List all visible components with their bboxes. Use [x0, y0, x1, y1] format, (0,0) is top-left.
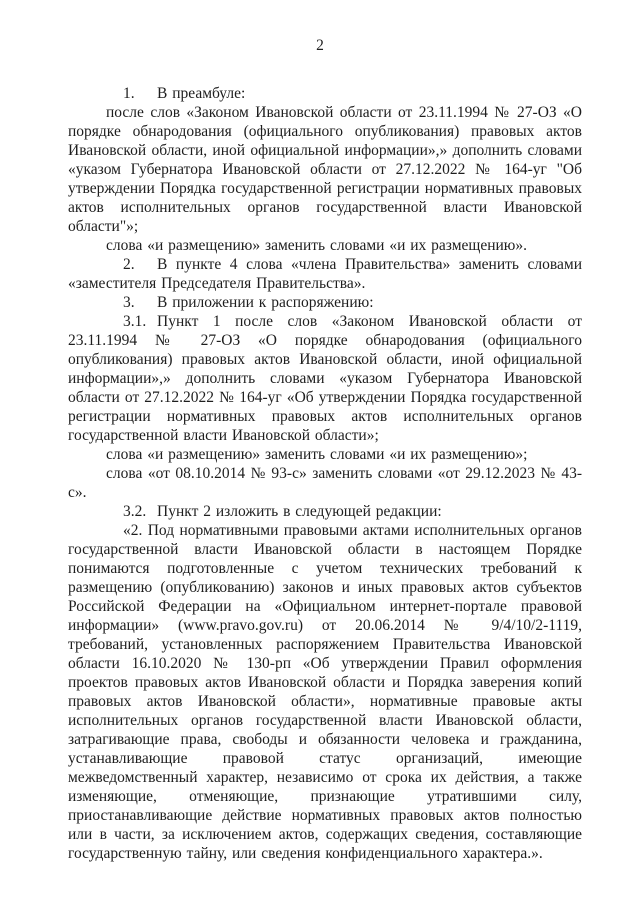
paragraph-text: Пункт 1 после слов «Законом Ивановской области от 23.11.1994 № 27-ОЗ «О порядке обнародования (официального опубликования) правовых актов Ивановской области, иной официальной информации»,» дополнить словами «указом Губернатора Ивановской области от 27.12.2022 № 164-уг «Об утверждении Порядка государственной регистрации нормативных правовых актов исполнительных органов государственной власти Ивановской области»; [68, 313, 582, 444]
paragraph-number: 1. [123, 85, 135, 102]
paragraph-item-3 [68, 293, 582, 312]
paragraph-text: В пункте 4 слова «члена Правительства» заменить словами «заместителя Председателя Правительства». [68, 256, 582, 292]
paragraph-text: В преамбуле: [157, 85, 246, 102]
paragraph-preamble-amendment [68, 103, 582, 236]
paragraph-text: после слов «Законом Ивановской области от 23.11.1994 № 27-ОЗ «О порядке обнародования (официального опубликования) правовых актов Ивановской области, иной официальной информации»,» дополнить словами «указом Губернатора Ивановской области от 27.12.2022 № 164-уг "Об утверждении Порядка государственной регистрации нормативных правовых актов исполнительных органов государственной власти Ивановской области"»; [68, 104, 582, 235]
paragraph-text: «2. Под нормативными правовыми актами исполнительных органов государственной власти Ивановской области в настоящем Порядке понимаются подготовленные с учетом технических требований к размещению (опубликованию) законов и иных правовых актов субъектов Российской Федерации на «Официальном интернет-портале правовой информации» (www.pravo.gov.ru) от 20.06.2014 № 9/4/10/2-1119, требований, установленных распоряжением Правительства Ивановской области 16.10.2020 № 130-рп «Об утверждении Правил оформления проектов правовых актов Ивановской области и Порядка заверения копий правовых актов Ивановской области», нормативные правовые акты исполнительных органов государственной власти Ивановской области, затрагивающие права, свободы и обязанности человека и гражданина, устанавливающие правовой статус организаций, имеющие межведомственный характер, независимо от срока их действия, а также изменяющие, отменяющие, признающие утратившими силу, приостанавливающие действие нормативных правовых актов полностью или в части, за исключением актов, содержащих сведения, составляющие государственную тайну, или сведения конфиденциального характера.». [68, 522, 582, 862]
paragraph-preamble-heading [68, 84, 582, 103]
paragraph-item-2 [68, 255, 582, 293]
paragraph-text: слова «и размещению» заменить словами «и их размещению»; [106, 446, 528, 463]
document-body [68, 84, 582, 863]
page-number: 2 [316, 37, 324, 54]
paragraph-text: Пункт 2 изложить в следующей редакции: [157, 503, 442, 520]
paragraph-number: 3.1. [123, 313, 147, 330]
paragraph-text: слова «от 08.10.2014 № 93-с» заменить словами «от 29.12.2023 № 43-с». [68, 465, 582, 501]
paragraph-word-replacement-1 [68, 236, 582, 255]
paragraph-text: В приложении к распоряжению: [157, 294, 374, 311]
paragraph-number: 3. [123, 294, 135, 311]
paragraph-item-3-1 [68, 312, 582, 445]
paragraph-number: 2. [123, 256, 135, 273]
paragraph-word-replacement-3 [68, 464, 582, 502]
paragraph-text: слова «и размещению» заменить словами «и их размещению». [106, 237, 527, 254]
paragraph-new-wording [68, 521, 582, 863]
paragraph-word-replacement-2 [68, 445, 582, 464]
paragraph-item-3-2 [68, 502, 582, 521]
paragraph-number: 3.2. [123, 503, 147, 520]
